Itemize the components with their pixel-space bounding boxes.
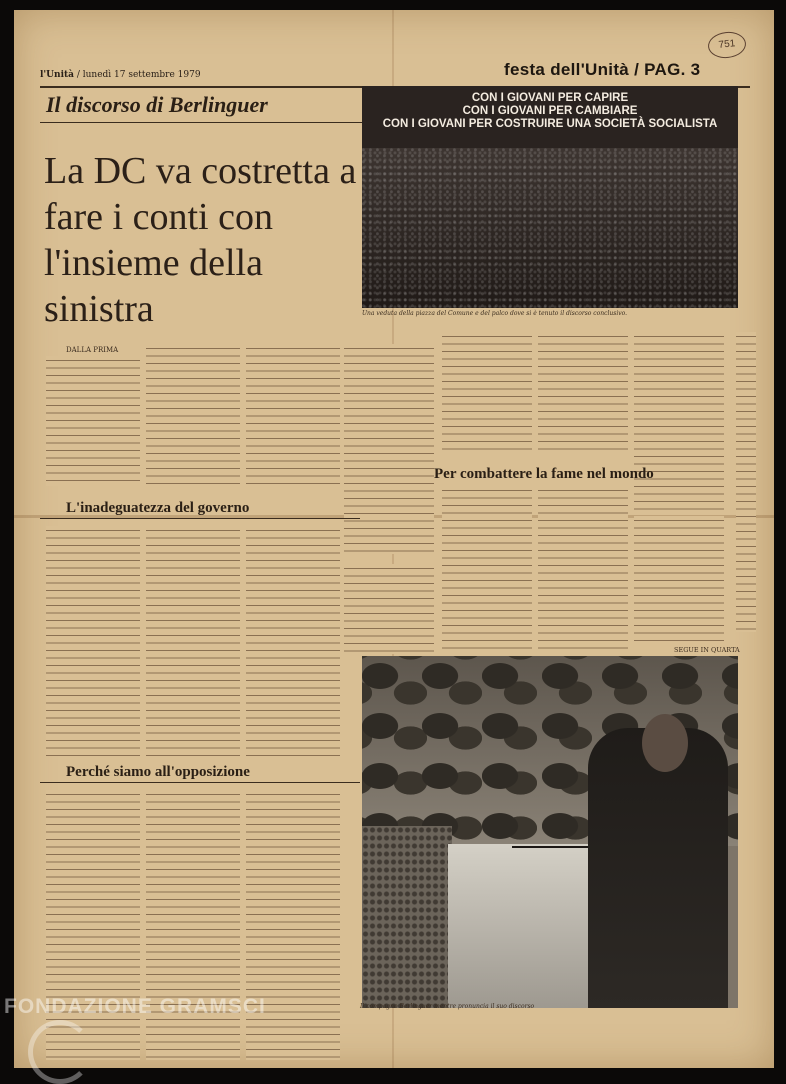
subhead: Per combattere la fame nel mondo: [434, 466, 654, 482]
body-column: [538, 486, 628, 650]
body-column: [634, 516, 724, 642]
banner-line: CON I GIOVANI PER CAPIRE: [471, 92, 629, 104]
banner-line: CON I GIOVANI PER COSTRUIRE UNA SOCIETÀ SOCIALISTA: [382, 118, 718, 130]
article-headline: La DC va costretta a fare i conti con l'insieme della sinistra: [44, 150, 357, 330]
paper-name: l'Unità: [40, 70, 74, 80]
banner-line: CON I GIOVANI PER CAMBIARE: [462, 105, 638, 117]
issue-date: / lunedì 17 settembre 1979: [76, 70, 201, 80]
speaker-photo: [362, 656, 738, 1008]
body-column: [146, 344, 240, 486]
subhead: Perché siamo all'opposizione: [66, 764, 250, 780]
audience: [362, 826, 452, 1008]
body-column: [344, 344, 434, 554]
subhead-rule: [40, 782, 360, 783]
speaker-head: [642, 714, 688, 772]
body-column: [46, 526, 140, 756]
article-kicker: Il discorso di Berlinguer: [46, 92, 268, 117]
stage-banner: [374, 92, 726, 131]
page-number: / PAG. 3: [634, 60, 701, 79]
speaker-photo-caption: Il compagno Berlinguer mentre pronuncia il suo discorso: [360, 1003, 535, 1010]
kicker-rule: [40, 122, 370, 123]
continue-note: SEGUE IN QUARTA: [674, 646, 740, 654]
byline: DALLA PRIMA: [66, 346, 119, 354]
body-column: [736, 332, 756, 632]
body-column: [46, 356, 140, 486]
body-column: [246, 344, 340, 486]
body-column: [344, 564, 434, 654]
subhead-rule: [40, 518, 360, 519]
body-column: [634, 332, 724, 510]
body-column: [146, 526, 240, 756]
crowd-photo-caption: Una veduta della piazza del Comune e del palco dove si è tenuto il discorso conclusivo.: [362, 310, 628, 317]
archive-stamp: 751: [707, 30, 748, 60]
body-column: [146, 790, 240, 1060]
archive-watermark: FONDAZIONE GRAMSCI: [4, 995, 266, 1018]
crowd-image: [362, 148, 738, 308]
body-column: [246, 790, 340, 1060]
subhead: L'inadeguatezza del governo: [66, 500, 250, 516]
body-column: [442, 486, 532, 650]
masthead-right: [504, 60, 700, 80]
watermark-logo-icon: [28, 1020, 92, 1084]
masthead-left: [40, 70, 201, 80]
section-title: festa dell'Unità: [504, 60, 630, 79]
body-column: [538, 332, 628, 454]
newspaper-page: [14, 10, 774, 1068]
body-column: [442, 332, 532, 454]
body-column: [246, 526, 340, 756]
crowd-photo: [362, 86, 738, 308]
